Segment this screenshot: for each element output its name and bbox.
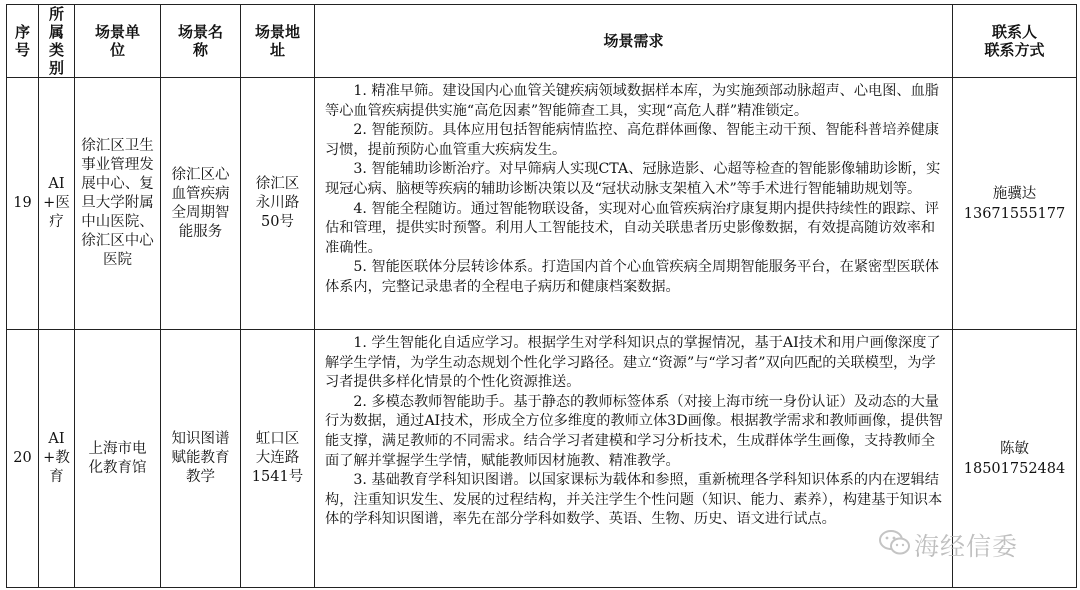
contact-phone: 18501752484 (963, 460, 1066, 477)
header-seq: 序号 (7, 5, 39, 78)
requirement-item: 3. 基础教育学科知识图谱。以国家课标为载体和参照，重新梳理各学科知识体系的内在逻辑结构，注重知识发生、发展的过程结构，并关注学生个性问题（知识、能力、素养），构建基于知识本体的学科知识图谱，率先在部分学科如数学、英语、生物、历史、语文进行试点。 (325, 472, 943, 528)
contact-name: 陈敏 (1000, 440, 1029, 457)
row-name: 知识图谱赋能教育教学 (161, 330, 241, 588)
header-address: 场景地址 (241, 5, 315, 78)
row-name: 徐汇区心血管疾病全周期智能服务 (161, 78, 241, 330)
row-address: 虹口区大连路1541号 (241, 330, 315, 588)
requirement-item: 5. 智能医联体分层转诊体系。打造国内首个心血管疾病全周期智能服务平台，在紧密型医联体体系内，完整记录患者的全程电子病历和健康档案数据。 (325, 259, 939, 295)
row-unit: 上海市电化教育馆 (75, 330, 161, 588)
scenario-table (6, 4, 1077, 588)
row-unit: 徐汇区卫生事业管理发展中心、复旦大学附属中山医院、徐汇区中心医院 (75, 78, 161, 330)
watermark-text: 海经信委 (914, 532, 1019, 561)
row-seq: 19 (7, 78, 39, 330)
requirement-item: 1. 学生智能化自适应学习。根据学生对学科知识点的掌握情况，基于AI技术和用户画像深度了解学生学情，为学生动态规划个性化学习路径。建立“资源”与“学习者”双向匹配的关联模型，为学习者提供多样化情景的个性化资源推送。 (325, 335, 941, 391)
header-name: 场景名称 (161, 5, 241, 78)
requirement-item: 2. 多模态教师智能助手。基于静态的教师标签体系（对接上海市统一身份认证）及动态的大量行为数据，通过AI技术，形成全方位多维度的教师立体3D画像。根据教学需求和教师画像，提供智能支撑，满足教师的不同需求。结合学习者建模和学习分析技术，生成群体学生画像，支持教师全面了解并掌握学生学情，赋能教师因材施教、精准教学。 (325, 393, 943, 469)
header-category: 所属类别 (39, 5, 75, 78)
contact-phone: 13671555177 (963, 205, 1066, 222)
header-row (7, 5, 1077, 78)
requirement-item: 2. 智能预防。具体应用包括智能病情监控、高危群体画像、智能主动干预、智能科普培养健康习惯，提前预防心血管重大疾病发生。 (325, 122, 939, 158)
requirement-item: 4. 智能全程随访。通过智能物联设备，实现对心血管疾病治疗康复期内提供持续性的跟踪、评估和管理，提供实时预警。利用人工智能技术，自动关联患者历史影像数据，有效提高随访效率和准确性。 (325, 200, 939, 256)
row-contact (953, 78, 1077, 330)
header-contact-line1: 联系人 (991, 23, 1037, 41)
table-row (7, 78, 1077, 330)
row-requirement (315, 330, 953, 588)
row-category: AI+教育 (39, 330, 75, 588)
header-unit: 场景单位 (75, 5, 161, 78)
requirement-item: 1. 精准早筛。建设国内心血管关键疾病领域数据样本库，为实施颈部动脉超声、心电图、血脂等心血管疾病提供实施“高危因素”智能筛查工具，实现“高危人群”精准锁定。 (325, 83, 939, 119)
contact-name: 施骥达 (992, 185, 1037, 202)
requirement-item: 3. 智能辅助诊断治疗。对早筛病人实现CTA、冠脉造影、心超等检查的智能影像辅助诊断，实现冠心病、脑梗等疾病的辅助诊断决策以及“冠状动脉支架植入术”等手术进行智能辅助规划等。 (325, 161, 941, 197)
header-contact (953, 5, 1077, 78)
wechat-icon (878, 528, 912, 558)
row-seq: 20 (7, 330, 39, 588)
row-requirement (315, 78, 953, 330)
row-address: 徐汇区永川路50号 (241, 78, 315, 330)
header-requirement: 场景需求 (315, 5, 953, 78)
row-category: AI+医疗 (39, 78, 75, 330)
header-contact-line2: 联系方式 (984, 41, 1045, 59)
